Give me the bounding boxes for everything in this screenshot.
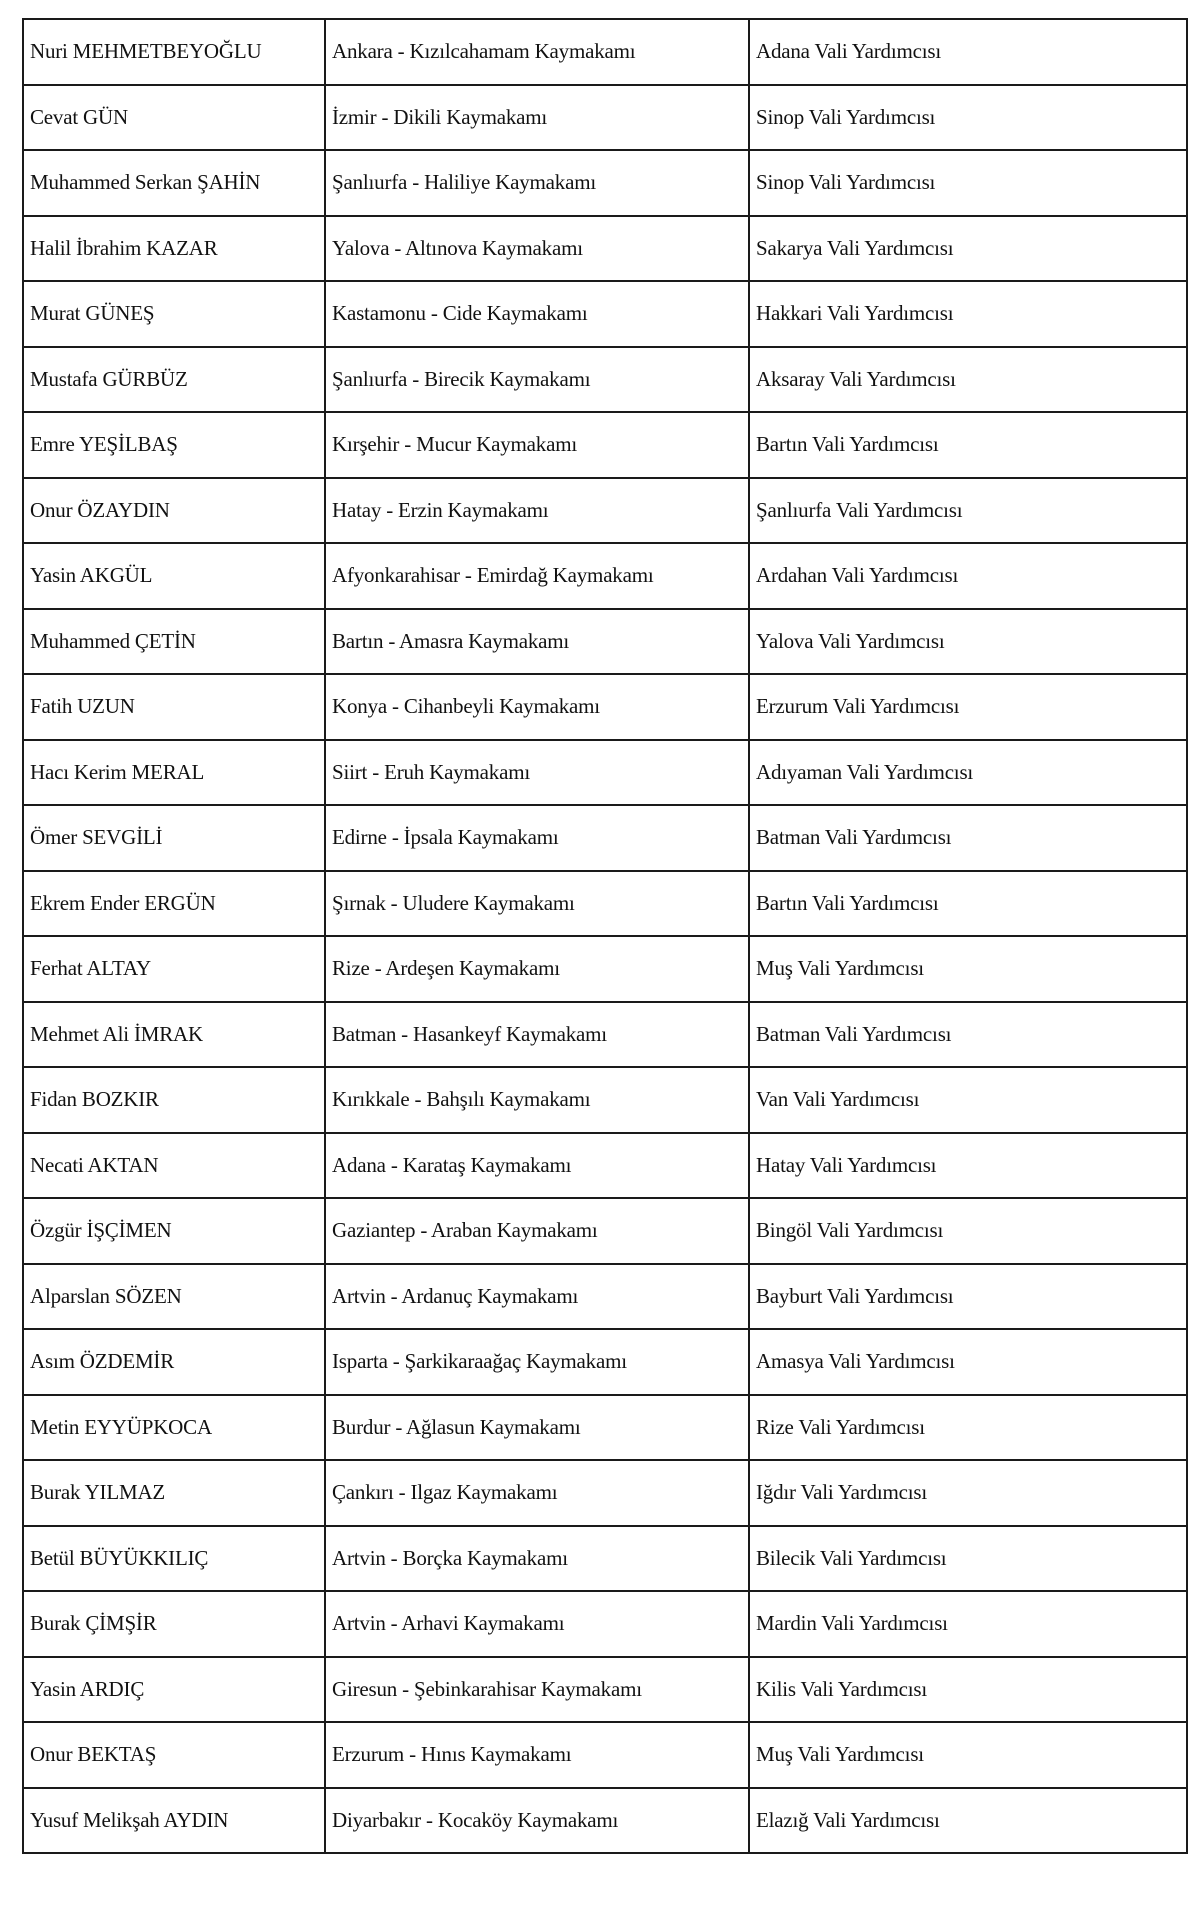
table-row [23, 1002, 1187, 1068]
new-post-cell: Rize Vali Yardımcısı [749, 1395, 1187, 1461]
person-name-cell: Muhammed Serkan ŞAHİN [23, 150, 325, 216]
current-post-cell: Konya - Cihanbeyli Kaymakamı [325, 674, 749, 740]
new-post-cell: Muş Vali Yardımcısı [749, 936, 1187, 1002]
person-name-cell: Özgür İŞÇİMEN [23, 1198, 325, 1264]
new-post-cell: Bilecik Vali Yardımcısı [749, 1526, 1187, 1592]
table-row [23, 281, 1187, 347]
table-row [23, 412, 1187, 478]
new-post-cell: Muş Vali Yardımcısı [749, 1722, 1187, 1788]
new-post-cell: Bingöl Vali Yardımcısı [749, 1198, 1187, 1264]
new-post-cell: Şanlıurfa Vali Yardımcısı [749, 478, 1187, 544]
table-row [23, 85, 1187, 151]
new-post-cell: Yalova Vali Yardımcısı [749, 609, 1187, 675]
current-post-cell: Rize - Ardeşen Kaymakamı [325, 936, 749, 1002]
person-name-cell: Onur BEKTAŞ [23, 1722, 325, 1788]
person-name-cell: Muhammed ÇETİN [23, 609, 325, 675]
new-post-cell: Adana Vali Yardımcısı [749, 19, 1187, 85]
new-post-cell: Adıyaman Vali Yardımcısı [749, 740, 1187, 806]
current-post-cell: Isparta - Şarkikaraağaç Kaymakamı [325, 1329, 749, 1395]
person-name-cell: Yusuf Melikşah AYDIN [23, 1788, 325, 1854]
new-post-cell: Batman Vali Yardımcısı [749, 805, 1187, 871]
person-name-cell: Emre YEŞİLBAŞ [23, 412, 325, 478]
new-post-cell: Iğdır Vali Yardımcısı [749, 1460, 1187, 1526]
current-post-cell: Kırşehir - Mucur Kaymakamı [325, 412, 749, 478]
person-name-cell: Hacı Kerim MERAL [23, 740, 325, 806]
new-post-cell: Mardin Vali Yardımcısı [749, 1591, 1187, 1657]
table-row [23, 1198, 1187, 1264]
table-row [23, 609, 1187, 675]
current-post-cell: Ankara - Kızılcahamam Kaymakamı [325, 19, 749, 85]
table-row [23, 1067, 1187, 1133]
person-name-cell: Necati AKTAN [23, 1133, 325, 1199]
person-name-cell: Fidan BOZKIR [23, 1067, 325, 1133]
person-name-cell: Alparslan SÖZEN [23, 1264, 325, 1330]
table-row [23, 936, 1187, 1002]
current-post-cell: Kastamonu - Cide Kaymakamı [325, 281, 749, 347]
person-name-cell: Cevat GÜN [23, 85, 325, 151]
new-post-cell: Elazığ Vali Yardımcısı [749, 1788, 1187, 1854]
new-post-cell: Bartın Vali Yardımcısı [749, 871, 1187, 937]
person-name-cell: Yasin AKGÜL [23, 543, 325, 609]
table-row [23, 805, 1187, 871]
current-post-cell: Erzurum - Hınıs Kaymakamı [325, 1722, 749, 1788]
table-row [23, 1526, 1187, 1592]
current-post-cell: Şanlıurfa - Haliliye Kaymakamı [325, 150, 749, 216]
person-name-cell: Burak ÇİMŞİR [23, 1591, 325, 1657]
new-post-cell: Sinop Vali Yardımcısı [749, 85, 1187, 151]
new-post-cell: Van Vali Yardımcısı [749, 1067, 1187, 1133]
new-post-cell: Hakkari Vali Yardımcısı [749, 281, 1187, 347]
table-row [23, 478, 1187, 544]
new-post-cell: Amasya Vali Yardımcısı [749, 1329, 1187, 1395]
current-post-cell: Artvin - Arhavi Kaymakamı [325, 1591, 749, 1657]
current-post-cell: Hatay - Erzin Kaymakamı [325, 478, 749, 544]
person-name-cell: Burak YILMAZ [23, 1460, 325, 1526]
current-post-cell: Yalova - Altınova Kaymakamı [325, 216, 749, 282]
person-name-cell: Ömer SEVGİLİ [23, 805, 325, 871]
table-row [23, 150, 1187, 216]
person-name-cell: Asım ÖZDEMİR [23, 1329, 325, 1395]
current-post-cell: Giresun - Şebinkarahisar Kaymakamı [325, 1657, 749, 1723]
new-post-cell: Erzurum Vali Yardımcısı [749, 674, 1187, 740]
appointments-table [22, 18, 1188, 1854]
new-post-cell: Kilis Vali Yardımcısı [749, 1657, 1187, 1723]
current-post-cell: Çankırı - Ilgaz Kaymakamı [325, 1460, 749, 1526]
current-post-cell: Artvin - Ardanuç Kaymakamı [325, 1264, 749, 1330]
table-row [23, 1788, 1187, 1854]
table-row [23, 1657, 1187, 1723]
person-name-cell: Ekrem Ender ERGÜN [23, 871, 325, 937]
new-post-cell: Sinop Vali Yardımcısı [749, 150, 1187, 216]
current-post-cell: Afyonkarahisar - Emirdağ Kaymakamı [325, 543, 749, 609]
person-name-cell: Ferhat ALTAY [23, 936, 325, 1002]
person-name-cell: Onur ÖZAYDIN [23, 478, 325, 544]
current-post-cell: Adana - Karataş Kaymakamı [325, 1133, 749, 1199]
current-post-cell: Şanlıurfa - Birecik Kaymakamı [325, 347, 749, 413]
current-post-cell: İzmir - Dikili Kaymakamı [325, 85, 749, 151]
table-row [23, 1395, 1187, 1461]
person-name-cell: Fatih UZUN [23, 674, 325, 740]
person-name-cell: Yasin ARDIÇ [23, 1657, 325, 1723]
current-post-cell: Artvin - Borçka Kaymakamı [325, 1526, 749, 1592]
table-row [23, 1591, 1187, 1657]
current-post-cell: Bartın - Amasra Kaymakamı [325, 609, 749, 675]
new-post-cell: Aksaray Vali Yardımcısı [749, 347, 1187, 413]
current-post-cell: Gaziantep - Araban Kaymakamı [325, 1198, 749, 1264]
table-row [23, 1133, 1187, 1199]
table-row [23, 740, 1187, 806]
new-post-cell: Hatay Vali Yardımcısı [749, 1133, 1187, 1199]
person-name-cell: Murat GÜNEŞ [23, 281, 325, 347]
table-row [23, 347, 1187, 413]
new-post-cell: Batman Vali Yardımcısı [749, 1002, 1187, 1068]
new-post-cell: Bayburt Vali Yardımcısı [749, 1264, 1187, 1330]
person-name-cell: Metin EYYÜPKOCA [23, 1395, 325, 1461]
current-post-cell: Siirt - Eruh Kaymakamı [325, 740, 749, 806]
person-name-cell: Mustafa GÜRBÜZ [23, 347, 325, 413]
table-row [23, 871, 1187, 937]
current-post-cell: Kırıkkale - Bahşılı Kaymakamı [325, 1067, 749, 1133]
current-post-cell: Edirne - İpsala Kaymakamı [325, 805, 749, 871]
table-row [23, 216, 1187, 282]
table-row [23, 19, 1187, 85]
table-row [23, 1329, 1187, 1395]
new-post-cell: Bartın Vali Yardımcısı [749, 412, 1187, 478]
current-post-cell: Batman - Hasankeyf Kaymakamı [325, 1002, 749, 1068]
current-post-cell: Şırnak - Uludere Kaymakamı [325, 871, 749, 937]
document-page [22, 18, 1186, 1854]
person-name-cell: Betül BÜYÜKKILIÇ [23, 1526, 325, 1592]
table-row [23, 1460, 1187, 1526]
new-post-cell: Sakarya Vali Yardımcısı [749, 216, 1187, 282]
table-row [23, 543, 1187, 609]
person-name-cell: Nuri MEHMETBEYOĞLU [23, 19, 325, 85]
current-post-cell: Burdur - Ağlasun Kaymakamı [325, 1395, 749, 1461]
table-row [23, 1722, 1187, 1788]
person-name-cell: Halil İbrahim KAZAR [23, 216, 325, 282]
current-post-cell: Diyarbakır - Kocaköy Kaymakamı [325, 1788, 749, 1854]
table-row [23, 1264, 1187, 1330]
appointments-table-body [23, 19, 1187, 1853]
new-post-cell: Ardahan Vali Yardımcısı [749, 543, 1187, 609]
table-row [23, 674, 1187, 740]
person-name-cell: Mehmet Ali İMRAK [23, 1002, 325, 1068]
